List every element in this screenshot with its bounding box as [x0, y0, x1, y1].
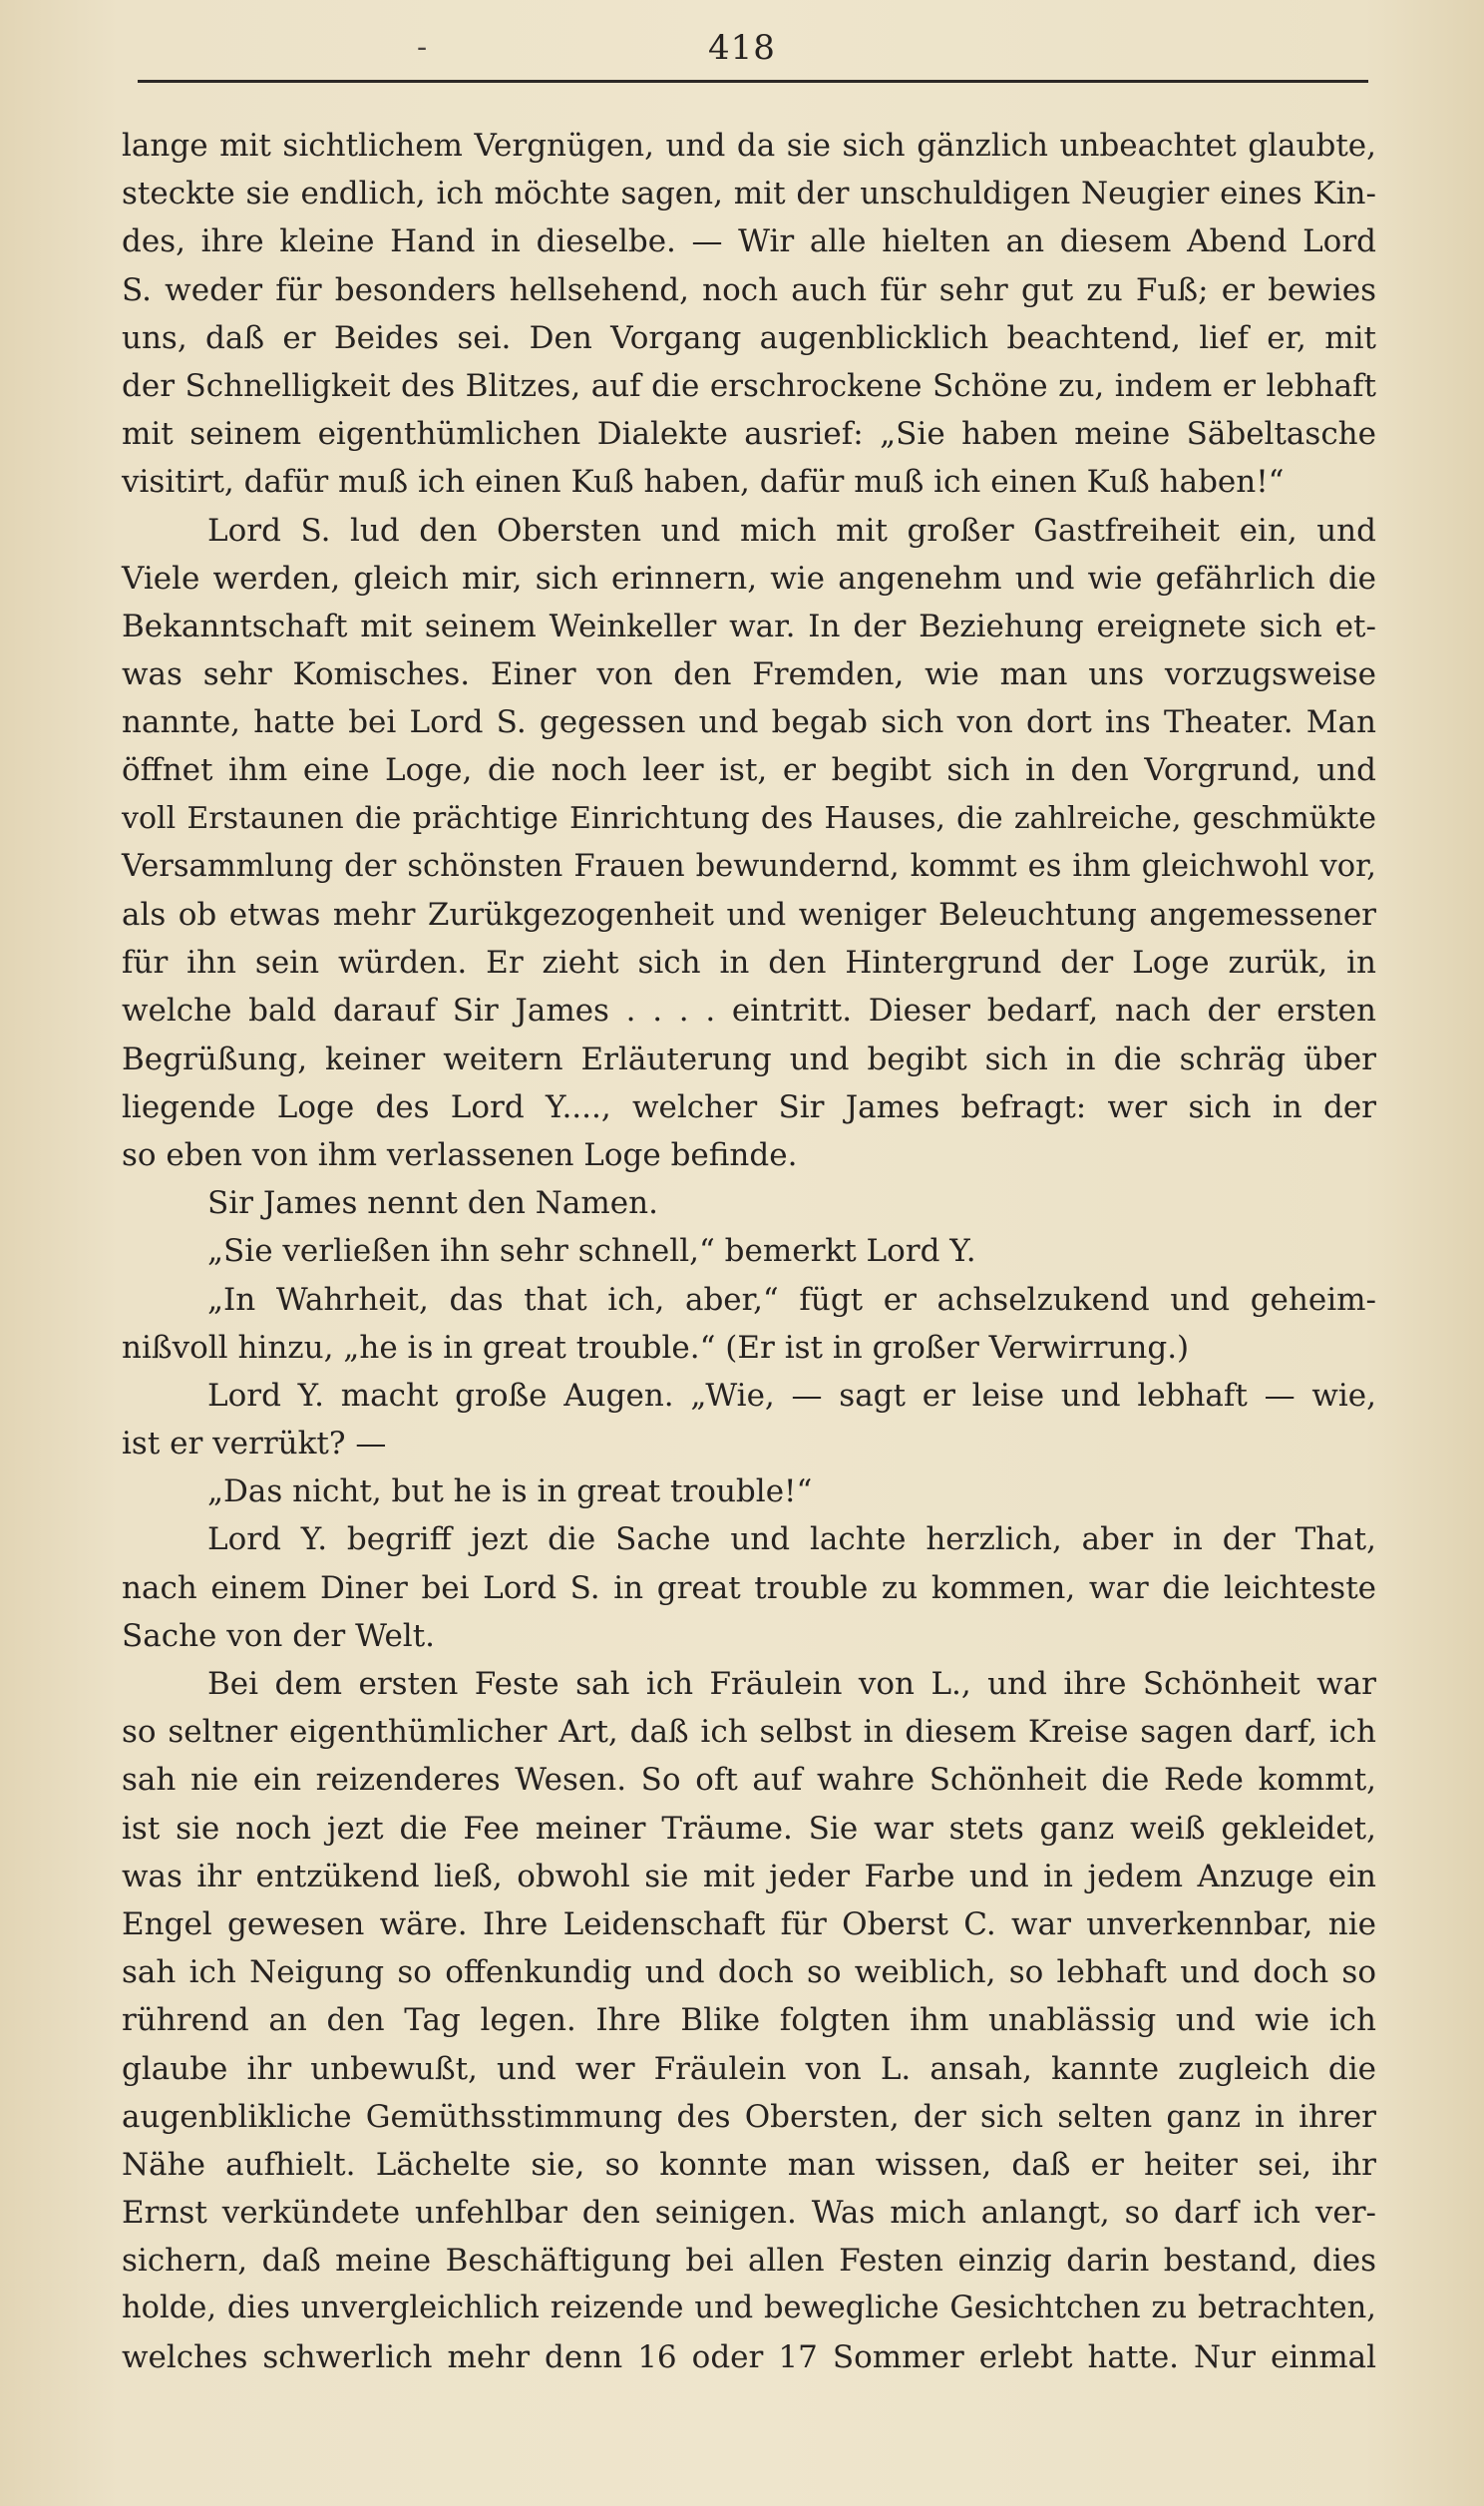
text-line: „Das nicht, but he is in great trouble!“ [207, 1473, 813, 1510]
text-line: ist sie noch jezt die Fee meiner Träume. Sie war stets ganz weiß gekleidet, [122, 1810, 1376, 1847]
text-line: Bei dem ersten Feste sah ich Fräulein von L., und ihre Schönheit war [207, 1666, 1376, 1702]
text-line: Lord Y. begriff jezt die Sache und lachte herzlich, aber in der That, [207, 1521, 1376, 1558]
text-line: nißvoll hinzu, „he is in great trouble.“ (Er ist in großer Verwirrung.) [122, 1329, 1190, 1366]
text-line: lange mit sichtlichem Vergnügen, und da sie sich gänzlich unbeachtet glaubte, [122, 128, 1376, 164]
text-line: sah ich Neigung so offenkundig und doch so weiblich, so lebhaft und doch so [122, 1954, 1376, 1991]
text-line: so eben von ihm verlassenen Loge befinde. [122, 1136, 798, 1173]
text-line: nach einem Diner bei Lord S. in great trouble zu kommen, war die leichteste [122, 1569, 1376, 1606]
text-line: welche bald darauf Sir James . . . . eintritt. Dieser bedarf, nach der ersten [122, 993, 1376, 1030]
text-line: Sir James nennt den Namen. [207, 1185, 658, 1222]
body-text [122, 122, 1376, 2381]
text-line: „In Wahrheit, das that ich, aber,“ fügt er achselzukend und geheim- [207, 1281, 1376, 1318]
text-line: voll Erstaunen die prächtige Einrichtung des Hauses, die zahlreiche, geschmükte [122, 800, 1376, 836]
page-number: 418 [708, 28, 776, 68]
text-line: rührend an den Tag legen. Ihre Blike folgten ihm unablässig und wie ich [122, 2002, 1376, 2039]
text-line: so seltner eigenthümlicher Art, daß ich selbst in diesem Kreise sagen darf, ich [122, 1714, 1376, 1751]
text-line: holde, dies unvergleichlich reizende und bewegliche Gesichtchen zu betrachten, [122, 2291, 1376, 2326]
text-line: Sache von der Welt. [122, 1617, 436, 1654]
text-line: sichern, daß meine Beschäftigung bei allen Festen einzig darin bestand, dies [122, 2243, 1376, 2280]
text-line: was sehr Komisches. Einer von den Fremden, wie man uns vorzugsweise [122, 656, 1376, 693]
text-line: Begrüßung, keiner weitern Erläuterung und begibt sich in die schräg über [122, 1041, 1376, 1077]
header-dash: - [417, 30, 428, 65]
header-rule [138, 80, 1368, 83]
text-line: Engel gewesen wäre. Ihre Leidenschaft für Oberst C. war unverkennbar, nie [122, 1905, 1376, 1942]
text-line: sah nie ein reizenderes Wesen. So oft auf wahre Schönheit die Rede kommt, [122, 1762, 1376, 1799]
text-line: Viele werden, gleich mir, sich erinnern, wie angenehm und wie gefährlich die [122, 560, 1376, 597]
text-line: für ihn sein würden. Er zieht sich in den Hintergrund der Loge zurük, in [122, 945, 1376, 982]
text-line: Ernst verkündete unfehlbar den seinigen. Was mich anlangt, so darf ich ver- [122, 2195, 1376, 2232]
text-line: liegende Loge des Lord Y...., welcher Sir James befragt: wer sich in der [122, 1088, 1376, 1125]
text-line: welches schwerlich mehr denn 16 oder 17 Sommer erlebt hatte. Nur einmal [122, 2338, 1376, 2375]
text-line: des, ihre kleine Hand in dieselbe. — Wir alle hielten an diesem Abend Lord [122, 223, 1376, 260]
text-line: öffnet ihm eine Loge, die noch leer ist, er begibt sich in den Vorgrund, und [122, 752, 1376, 789]
text-line: „Sie verließen ihn sehr schnell,“ bemerkt Lord Y. [207, 1233, 976, 1270]
text-line: ist er verrükt? — [122, 1426, 387, 1462]
text-line: was ihr entzükend ließ, obwohl sie mit jeder Farbe und in jedem Anzuge ein [122, 1858, 1376, 1894]
text-line: visitirt, dafür muß ich einen Kuß haben, dafür muß ich einen Kuß haben!“ [122, 464, 1285, 501]
text-line: Bekanntschaft mit seinem Weinkeller war. In der Beziehung ereignete sich et- [122, 608, 1376, 644]
text-line: Lord S. lud den Obersten und mich mit großer Gastfreiheit ein, und [207, 512, 1376, 549]
text-line: mit seinem eigenthümlichen Dialekte ausrief: „Sie haben meine Säbeltasche [122, 416, 1376, 453]
text-line: nannte, hatte bei Lord S. gegessen und begab sich von dort ins Theater. Man [122, 704, 1376, 741]
text-line: Nähe aufhielt. Lächelte sie, so konnte man wissen, daß er heiter sei, ihr [122, 2146, 1376, 2183]
text-line: als ob etwas mehr Zurükgezogenheit und weniger Beleuchtung angemessener [122, 897, 1376, 933]
text-line: steckte sie endlich, ich möchte sagen, mit der unschuldigen Neugier eines Kin- [122, 176, 1376, 212]
text-line: glaube ihr unbewußt, und wer Fräulein von L. ansah, kannte zugleich die [122, 2050, 1376, 2087]
text-line: Lord Y. macht große Augen. „Wie, — sagt er leise und lebhaft — wie, [207, 1377, 1376, 1414]
text-line: S. weder für besonders hellsehend, noch auch für sehr gut zu Fuß; er bewies [122, 271, 1376, 308]
text-line: Versammlung der schönsten Frauen bewundernd, kommt es ihm gleichwohl vor, [122, 848, 1376, 884]
text-line: uns, daß er Beides sei. Den Vorgang augenblicklich beachtend, lief er, mit [122, 319, 1376, 356]
text-line: augenblikliche Gemüthsstimmung des Obersten, der sich selten ganz in ihrer [122, 2098, 1376, 2135]
text-line: der Schnelligkeit des Blitzes, auf die erschrockene Schöne zu, indem er lebhaft [122, 367, 1376, 404]
